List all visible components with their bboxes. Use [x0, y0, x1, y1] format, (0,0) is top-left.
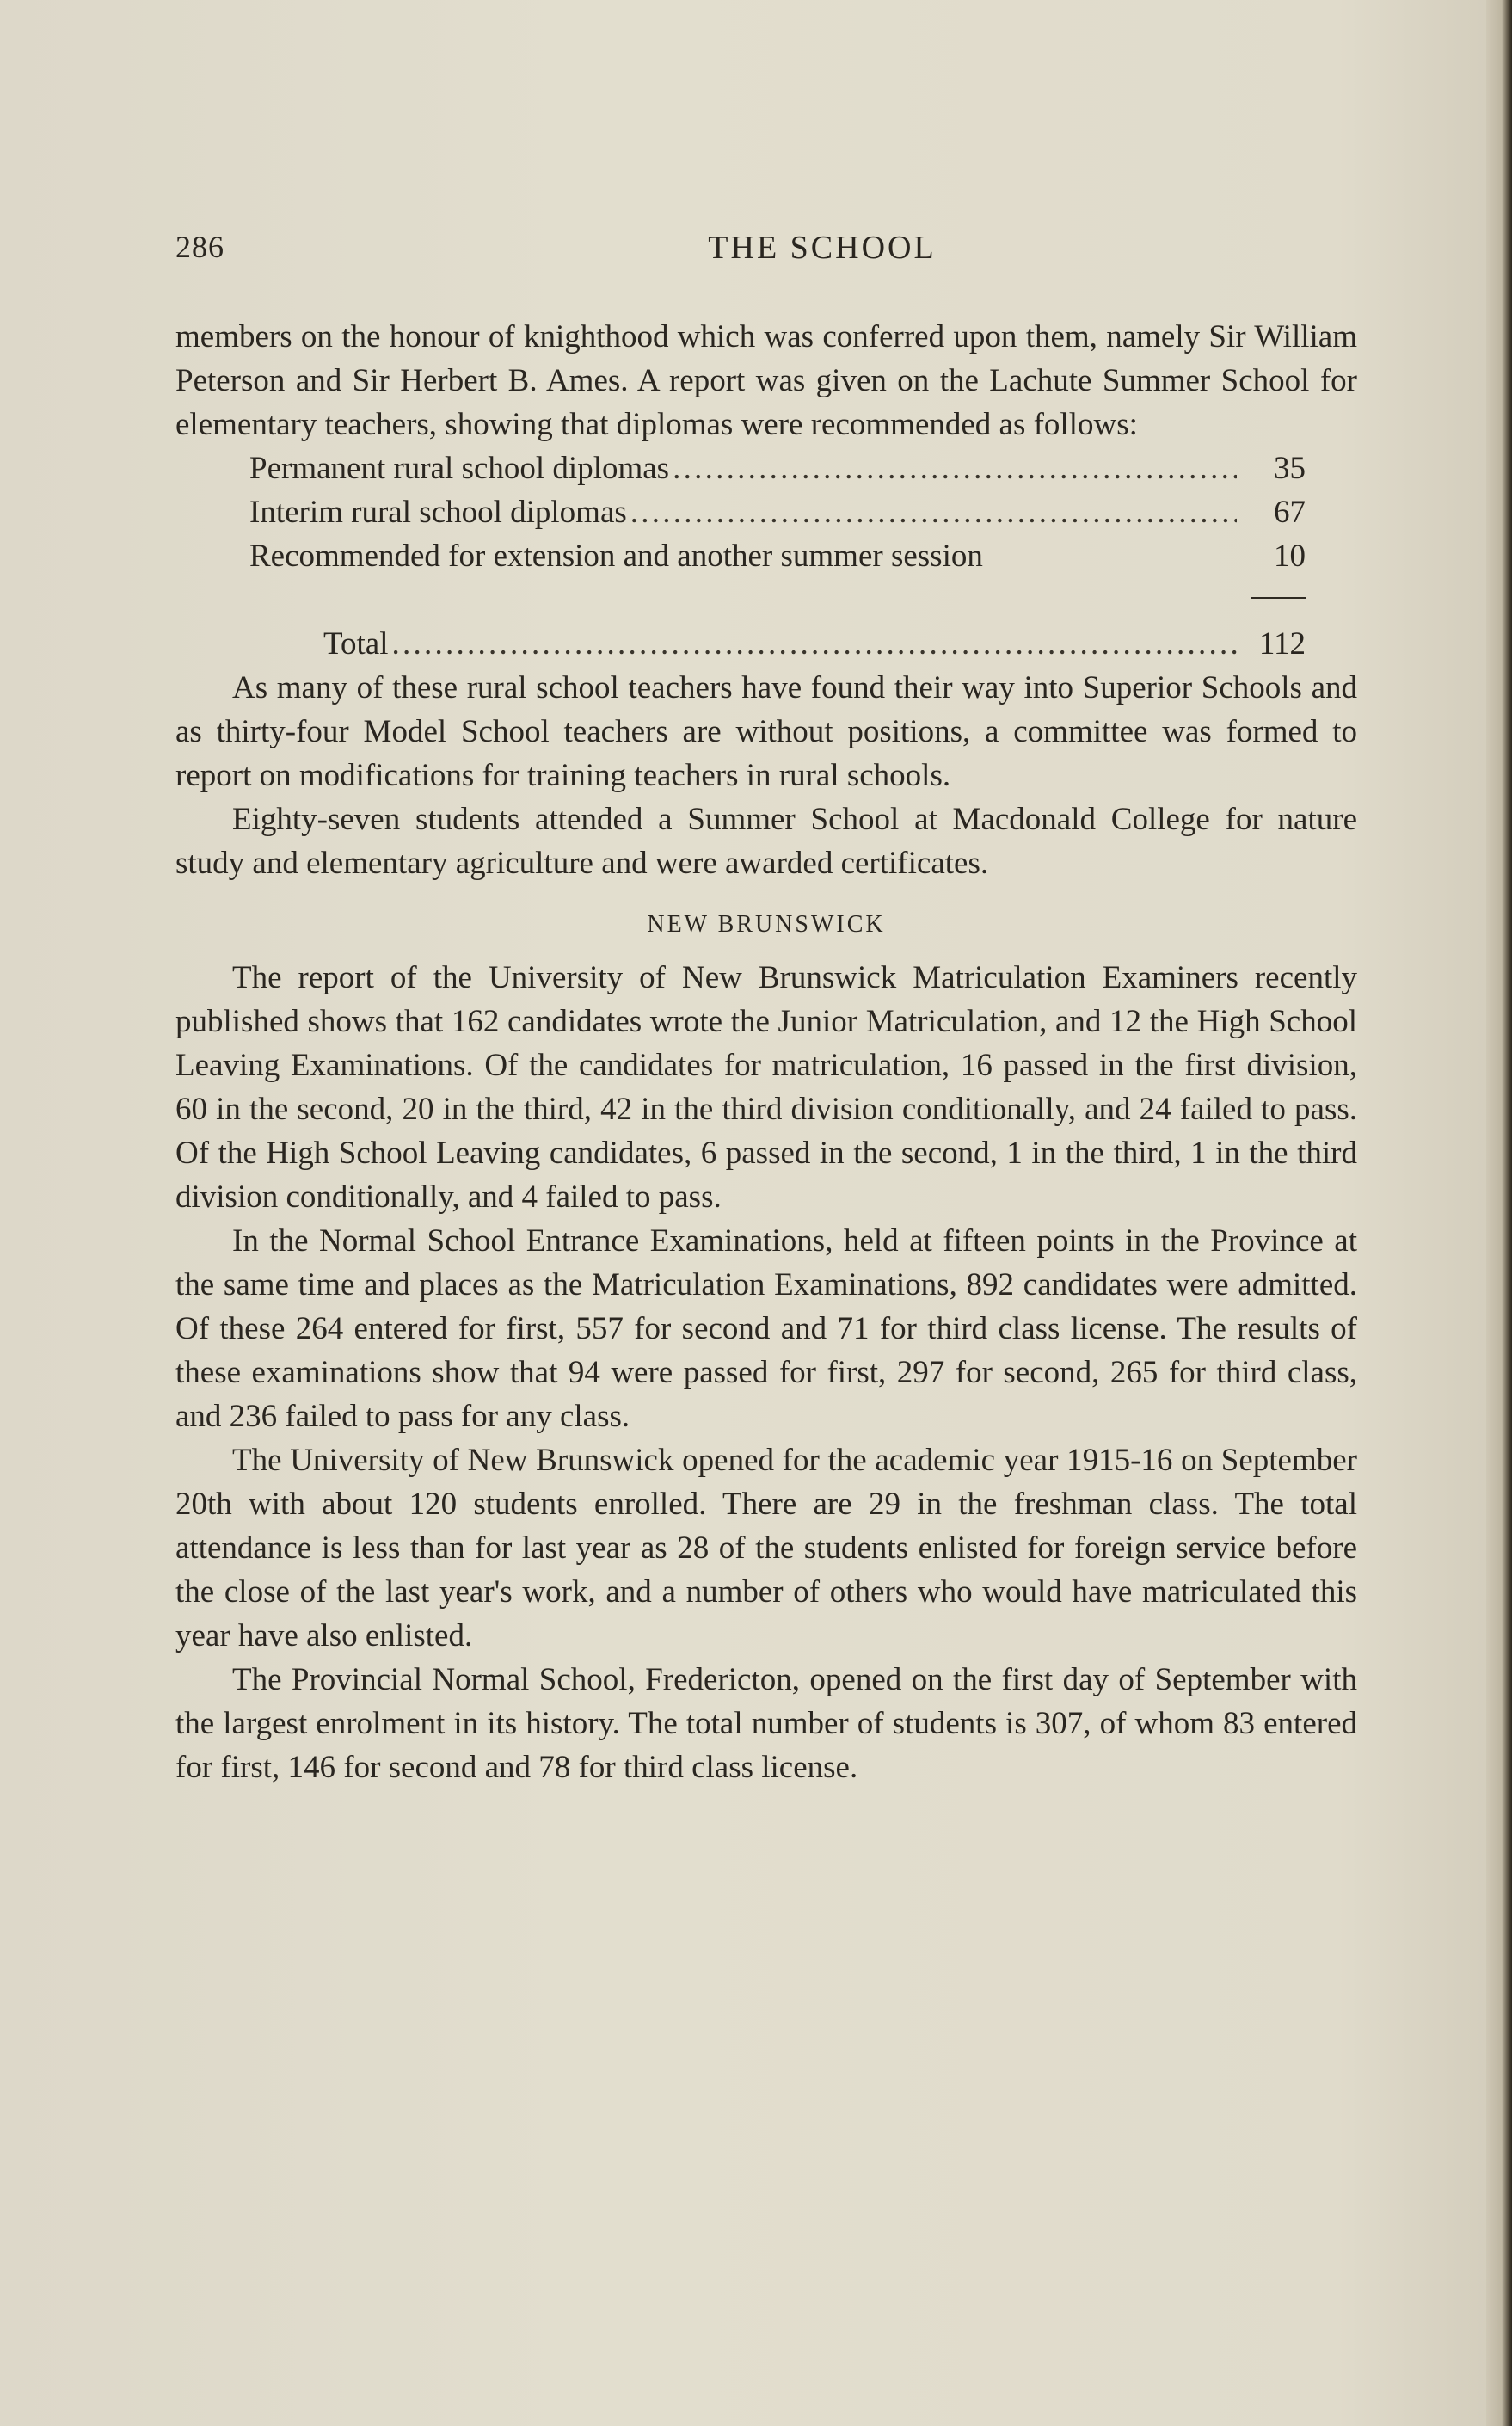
- dot-leader: [673, 446, 1237, 490]
- paragraph-university-opening: The University of New Brunswick opened for the academic year 1915-16 on September 20th with about 120 students enrolled. There are 29 in the freshman class. The total attendance is less than for last year as 28 of the students enlisted for foreign service before the close of the last year's work, and a number of others who would have matriculated this year have also enlisted.: [175, 1443, 1357, 1653]
- diplomas-table: [249, 446, 1306, 666]
- paragraph-macdonald-college: Eighty-seven students attended a Summer School at Macdonald College for nature study and elementary agriculture and were awarded certificates.: [175, 802, 1357, 881]
- row-label: Permanent rural school diplomas: [249, 451, 670, 486]
- table-row: [249, 490, 1306, 534]
- paragraph-provincial-normal: The Provincial Normal School, Fredericton, opened on the first day of September with the largest enrolment in its history. The total number of students is 307, of whom 83 entered for first, 146 for second and 78 for third class license.: [175, 1662, 1357, 1785]
- paragraph-matriculation: The report of the University of New Brunswick Matriculation Examiners recently published shows that 162 candidates wrote the Junior Matriculation, and 12 the High School Leaving Examinations. Of the candidates for matriculation, 16 passed in the first division, 60 in the second, 20 in the third, 42 in the third division conditionally, and 24 failed to pass. Of the High School Leaving candidates, 6 passed in the second, 1 in the third, 1 in the third division conditionally, and 4 failed to pass.: [175, 960, 1357, 1215]
- dot-leader: [392, 622, 1238, 666]
- row-value: 35: [1274, 451, 1306, 486]
- row-value: 10: [1274, 539, 1306, 574]
- page-header: [175, 229, 1357, 272]
- paragraph-rural-teachers: As many of these rural school teachers have found their way into Superior Schools and as thirty-four Model School teachers are without positions, a committee was formed to report on modifications for training teachers in rural schools.: [175, 670, 1357, 793]
- total-label: Total: [323, 626, 389, 662]
- running-title: THE SCHOOL: [708, 230, 937, 266]
- total-value: 112: [1258, 626, 1306, 662]
- row-value: 67: [1274, 495, 1306, 530]
- page-edge-shadow: [1486, 0, 1512, 2426]
- dot-leader: [630, 490, 1237, 534]
- page-number: 286: [175, 230, 224, 264]
- table-row: [249, 446, 1306, 490]
- paragraph-knighthood: members on the honour of knighthood which was conferred upon them, namely Sir William Peterson and Sir Herbert B. Ames. A report was given on the Lachute Summer School for elementary teachers, showing that diplomas were recommended as follows:: [175, 319, 1357, 442]
- row-label: Interim rural school diplomas: [249, 495, 627, 530]
- total-row: [249, 622, 1306, 666]
- row-label: Recommended for extension and another summer session: [249, 539, 983, 574]
- paragraph-normal-entrance: In the Normal School Entrance Examinations, held at fifteen points in the Province at the same time and places as the Matriculation Examinations, 892 candidates were admitted. Of these 264 entered for first, 557 for second and 71 for third class license. The results of these examinations show that 94 were passed for first, 297 for second, 265 for third class, and 236 failed to pass for any class.: [175, 1223, 1357, 1434]
- table-row: [249, 534, 1306, 578]
- body-text: [175, 315, 1357, 1789]
- total-rule: [249, 578, 1306, 622]
- rule-line: [1251, 597, 1306, 599]
- section-heading: NEW BRUNSWICK: [647, 911, 886, 938]
